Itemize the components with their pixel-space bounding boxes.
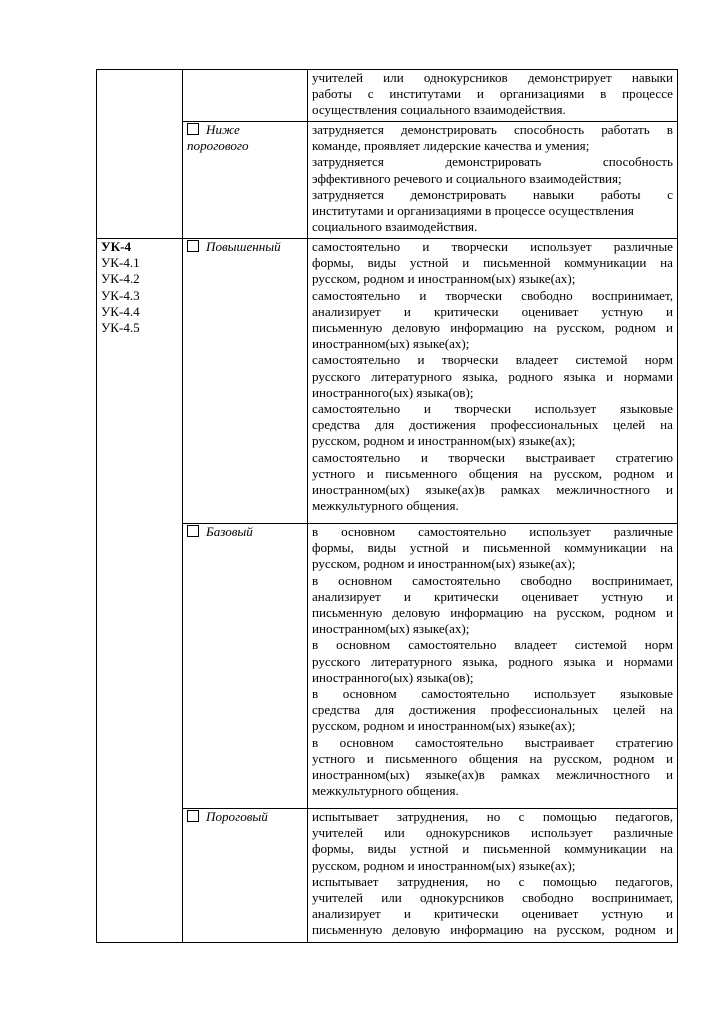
description-line: самостоятельно и творчески использует языковые xyxy=(312,401,673,417)
level-label: Базовый xyxy=(206,524,253,539)
description-cell xyxy=(308,122,678,239)
indicator-code: УК-4.1 xyxy=(101,255,140,271)
description-cell xyxy=(308,239,678,524)
description-line: русского литературного языка, родного языка и нормами xyxy=(312,653,673,669)
description-line: письменную деловую информацию на русском, родном и xyxy=(312,605,673,621)
description-line: самостоятельно и творчески владеет системой норм xyxy=(312,352,673,368)
description-line: самостоятельно и творчески свободно воспринимает, xyxy=(312,287,673,303)
description-line: иностранном(ых) языке(ах); xyxy=(312,621,470,637)
description-line: учителей или однокурсников свободно воспринимает, xyxy=(312,890,673,906)
description-line: в основном самостоятельно выстраивает стратегию xyxy=(312,734,673,750)
description-line: осуществления социального взаимодействия. xyxy=(312,102,566,118)
description-line: устного и письменного общения на русском, родном и xyxy=(312,465,673,481)
description-line: иностранном(ых) языке(ах); xyxy=(312,336,470,352)
description-line: в основном самостоятельно владеет системой норм xyxy=(312,637,673,653)
level-checkbox[interactable] xyxy=(187,810,199,822)
description-line: формы, виды устной и письменной коммуникации на xyxy=(312,540,673,556)
description-line: средства для достижения профессиональных целей на xyxy=(312,417,673,433)
description-line: институтами и организациями в процессе осуществления xyxy=(312,203,634,219)
description-line: иностранного(ых) языка(ов); xyxy=(312,669,474,685)
description-line: русском, родном и иностранном(ых) языке(ах); xyxy=(312,556,576,572)
level-label: Повышенный xyxy=(206,239,281,254)
table-row xyxy=(97,809,678,943)
description-line: команде, проявляет лидерские качества и умения; xyxy=(312,138,590,154)
description-line: межкультурного общения. xyxy=(312,783,459,799)
description-line: средства для достижения профессиональных целей на xyxy=(312,702,673,718)
level-checkbox[interactable] xyxy=(187,525,199,537)
description-line: затрудняется демонстрировать способность xyxy=(312,154,673,170)
level-label: Пороговый xyxy=(206,809,268,824)
description-line: самостоятельно и творчески использует различные xyxy=(312,239,673,254)
indicator-code: УК-4.5 xyxy=(101,320,140,336)
description-line: письменную деловую информацию на русском, родном и xyxy=(312,320,673,336)
description-line: самостоятельно и творчески выстраивает стратегию xyxy=(312,449,673,465)
description-line: испытывает затруднения, но с помощью педагогов, xyxy=(312,873,673,889)
level-cell xyxy=(183,70,308,122)
description-line: русском, родном и иностранном(ых) языке(ах); xyxy=(312,271,576,287)
description-cell xyxy=(308,70,678,122)
description-line: затрудняется демонстрировать навыки работы с xyxy=(312,186,673,202)
table-row xyxy=(97,122,678,239)
table-row xyxy=(97,239,678,524)
description-line: межкультурного общения. xyxy=(312,498,459,514)
description-line: формы, виды устной и письменной коммуникации на xyxy=(312,841,673,857)
competency-assessment-table xyxy=(96,69,678,943)
indicator-code: УК-4.3 xyxy=(101,287,140,303)
level-cell xyxy=(183,524,308,809)
description-line: эффективного речевого и социального взаимодействия; xyxy=(312,170,622,186)
description-line: анализирует и критически оценивает устную и xyxy=(312,906,673,922)
description-line: русского литературного языка, родного языка и нормами xyxy=(312,368,673,384)
level-checkbox[interactable] xyxy=(187,123,199,135)
description-line: формы, виды устной и письменной коммуникации на xyxy=(312,255,673,271)
description-cell xyxy=(308,809,678,943)
level-cell xyxy=(183,809,308,943)
table-row xyxy=(97,524,678,809)
description-line: работы с институтами и организациями в процессе xyxy=(312,86,673,102)
description-line: в основном самостоятельно свободно воспринимает, xyxy=(312,572,673,588)
level-cell xyxy=(183,122,308,239)
description-line: анализирует и критически оценивает устную и xyxy=(312,588,673,604)
level-cell xyxy=(183,239,308,524)
indicator-code: УК-4.2 xyxy=(101,271,140,287)
competency-code-cell xyxy=(97,70,183,239)
description-line: иностранного(ых) языка(ов); xyxy=(312,384,474,400)
description-line: письменную деловую информацию на русском, родном и xyxy=(312,922,673,938)
competency-code: УК-4 xyxy=(101,239,132,254)
description-line: иностранном(ых) языке(ах)в рамках межличностного и xyxy=(312,767,673,783)
description-line: затрудняется демонстрировать способность работать в xyxy=(312,122,673,137)
description-line: учителей или однокурсников демонстрирует навыки xyxy=(312,70,673,85)
indicator-code: УК-4.4 xyxy=(101,303,140,319)
description-line: испытывает затруднения, но с помощью педагогов, xyxy=(312,809,673,824)
description-line: социального взаимодействия. xyxy=(312,219,478,235)
description-line: устного и письменного общения на русском, родном и xyxy=(312,750,673,766)
description-line: русском, родном и иностранном(ых) языке(ах); xyxy=(312,857,576,873)
competency-code-cell xyxy=(97,239,183,943)
description-line: русском, родном и иностранном(ых) языке(ах); xyxy=(312,718,576,734)
description-line: в основном самостоятельно использует языковые xyxy=(312,686,673,702)
table-row xyxy=(97,70,678,122)
level-label: Ниже порогового xyxy=(187,122,249,154)
description-line: учителей или однокурсников использует различные xyxy=(312,825,673,841)
description-line: анализирует и критически оценивает устную и xyxy=(312,303,673,319)
description-line: в основном самостоятельно использует различные xyxy=(312,524,673,539)
description-cell xyxy=(308,524,678,809)
description-line: иностранном(ых) языке(ах)в рамках межличностного и xyxy=(312,482,673,498)
description-line: русском, родном и иностранном(ых) языке(ах); xyxy=(312,433,576,449)
level-checkbox[interactable] xyxy=(187,240,199,252)
